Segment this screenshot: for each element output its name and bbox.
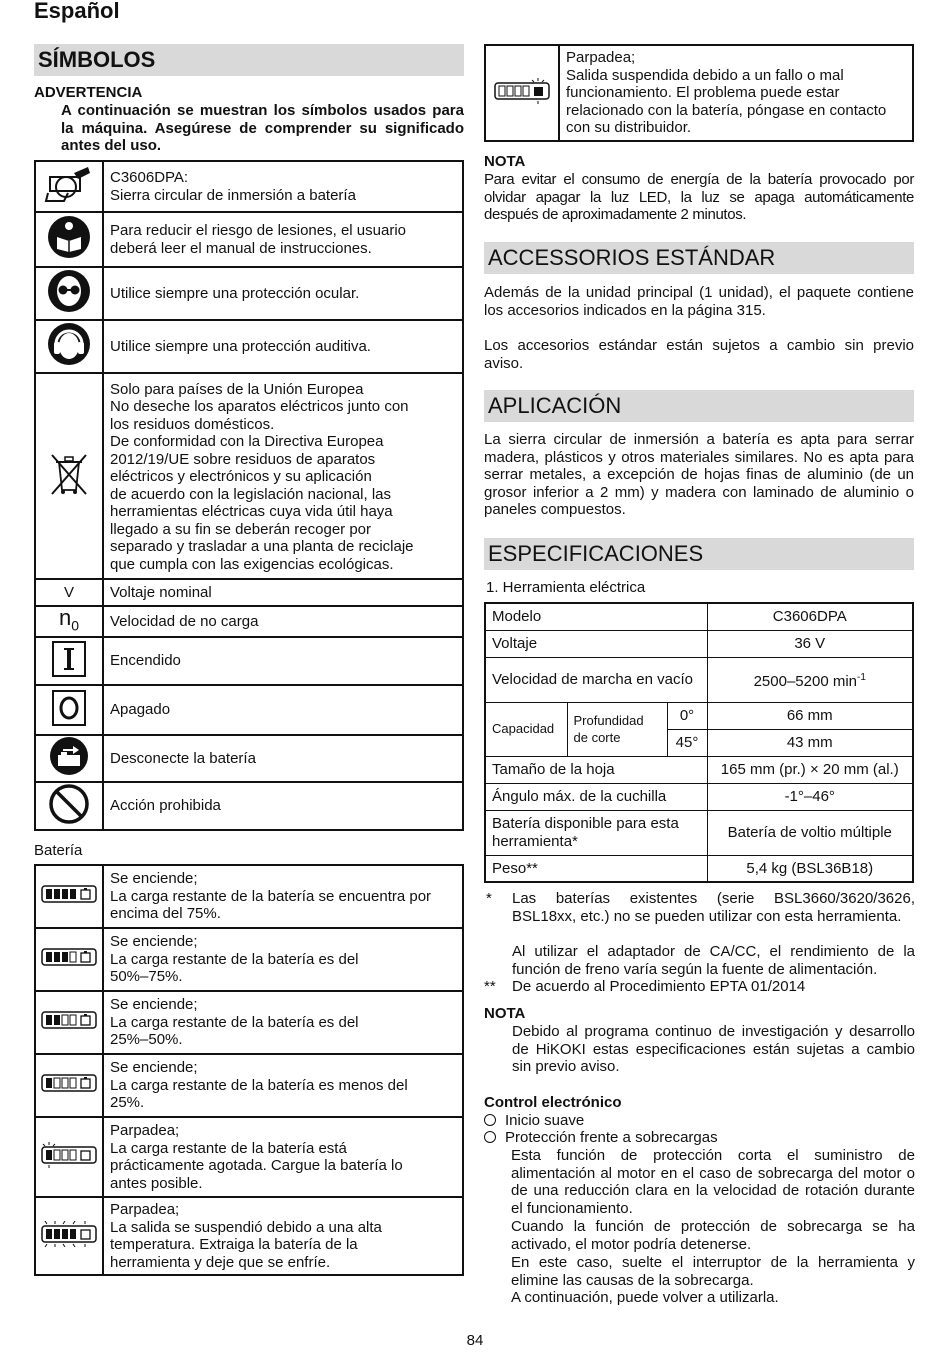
no-load-speed-symbol: $n_0$ (35, 606, 103, 637)
read-manual-icon (35, 212, 103, 267)
footnote-text: De acuerdo al Procedimiento EPTA 01/2014 (512, 978, 806, 995)
spec-label: Voltaje (485, 630, 707, 657)
control-text: Cuando la función de protección de sobrecarga se ha activado, el motor podría detenerse. (511, 1218, 915, 1253)
language-header: Español (34, 0, 120, 23)
control-item: Inicio suave (484, 1112, 584, 1130)
section-title-aplicacion: APLICACIÓN (484, 390, 914, 422)
footnote-text: Al utilizar el adaptador de CA/CC, el rendimiento de la función de freno varía según la fuente de alimentación. (512, 943, 915, 978)
control-item: Protección frente a sobrecargas (484, 1129, 718, 1147)
symbol-text: Utilice siempre una protección ocular. (110, 284, 360, 302)
battery-text: 50%–75%. (110, 968, 183, 986)
battery-text: Parpadea; (110, 1201, 180, 1218)
symbol-text: eléctricos y electrónicos y su aplicación (110, 468, 372, 486)
footnote-mark: ** (484, 978, 496, 995)
spec-label: Ángulo máx. de la cuchilla (485, 783, 707, 810)
battery-text: La carga restante de la batería es del (110, 950, 359, 968)
spec-label: Tamaño de la hoja (485, 756, 707, 783)
symbol-text: Utilice siempre una protección auditiva. (110, 337, 371, 355)
battery-text: La carga restante de la batería es menos del (110, 1076, 408, 1094)
battery-indicator-3-icon (35, 928, 103, 991)
battery-table (34, 864, 464, 1276)
symbol-text: llegado a su fin se deberán recoger por (110, 520, 372, 538)
section-title-especificaciones: ESPECIFICACIONES (484, 538, 914, 570)
switch-on-icon (35, 637, 103, 685)
circular-saw-icon (35, 161, 103, 212)
control-title: Control electrónico (484, 1094, 622, 1111)
battery-text: herramienta y deje que se enfríe. (110, 1253, 331, 1271)
battery-fault-box (484, 44, 914, 142)
fault-text: con su distribuidor. (566, 119, 692, 137)
symbol-text: Encendido (110, 652, 181, 670)
battery-indicator-1-icon (35, 1054, 103, 1117)
battery-label: Batería (34, 842, 83, 859)
battery-text: 25%–50%. (110, 1031, 183, 1049)
spec-value: 43 mm (707, 729, 913, 756)
battery-text: Se enciende; (110, 870, 198, 888)
symbol-text: No deseche los aparatos eléctricos junto con (110, 398, 409, 416)
spec-angle: 0° (667, 702, 707, 729)
accesorios-note: Los accesorios estándar están sujetos a cambio sin previo aviso. (484, 337, 914, 372)
symbol-text: Solo para países de la Unión Europea (110, 380, 364, 398)
battery-text: Parpadea; (110, 1122, 180, 1139)
switch-off-icon (35, 685, 103, 735)
symbol-text: 2012/19/UE sobre residuos de aparatos (110, 450, 376, 468)
battery-indicator-all-blink-icon (35, 1197, 103, 1275)
battery-text: temperatura. Extraiga la batería de la (110, 1236, 358, 1253)
battery-text: Se enciende; (110, 933, 198, 951)
battery-text: 25%. (110, 1094, 145, 1112)
battery-text: La carga restante de la batería se encuentra por (110, 887, 432, 905)
spec-table (484, 602, 914, 883)
symbols-table (34, 160, 464, 831)
spec-subtitle: 1. Herramienta eléctrica (486, 579, 646, 596)
disconnect-battery-icon (35, 735, 103, 782)
battery-text: antes posible. (110, 1174, 203, 1192)
battery-indicator-blink-icon (35, 1117, 103, 1197)
spec-angle: 45° (667, 729, 707, 756)
eye-protection-icon (35, 267, 103, 320)
symbol-text: deberá leer el manual de instrucciones. (110, 239, 372, 257)
symbol-text: de acuerdo con la legislación nacional, las (110, 485, 392, 503)
spec-label: Modelo (485, 603, 707, 630)
battery-text: encima del 75%. (110, 905, 221, 923)
symbol-text: Apagado (110, 701, 171, 719)
spec-label: Velocidad de marcha en vacío (485, 657, 707, 702)
symbol-text: Acción prohibida (110, 797, 221, 814)
warning-label: ADVERTENCIA (34, 84, 143, 101)
circle-bullet-icon (484, 1114, 496, 1126)
battery-text: Se enciende; (110, 1059, 198, 1077)
control-text: A continuación, puede volver a utilizarla. (511, 1289, 779, 1306)
symbol-text: Velocidad de no carga (110, 612, 259, 630)
footnote-text: Las baterías existentes (serie BSL3660/3620/3626, BSL18xx, etc.) no se pueden utilizar con esta herramienta. (512, 890, 915, 925)
nota-text: Debido al programa continuo de investigación y desarrollo de HiKOKI estas especificaciones están sujetas a cambio sin previo aviso. (512, 1023, 915, 1075)
section-title-simbolos: SÍMBOLOS (34, 44, 464, 76)
spec-value: 36 V (707, 630, 913, 657)
symbol-text: separado y trasladar a una planta de reciclaje (110, 538, 414, 556)
symbol-text: los residuos domésticos. (110, 415, 275, 433)
symbol-text: C3606DPA: (110, 169, 189, 186)
battery-indicator-2-icon (35, 991, 103, 1054)
battery-text: La carga restante de la batería es del (110, 1013, 359, 1031)
spec-label: Peso** (485, 855, 707, 882)
ear-protection-icon (35, 320, 103, 373)
fault-text: relacionado con la batería, póngase en contacto (566, 101, 887, 119)
footnote-mark: * (486, 890, 492, 907)
symbol-text: De conformidad con la Directiva Europea (110, 433, 384, 451)
battery-text: La salida se suspendió debido a una alta (110, 1218, 382, 1236)
symbol-text: Desconecte la batería (110, 749, 256, 767)
battery-indicator-fault-icon (485, 45, 559, 141)
battery-indicator-4-icon (35, 865, 103, 928)
fault-text: funcionamiento. El problema puede estar (566, 84, 840, 102)
spec-value: Batería de voltio múltiple (707, 810, 913, 855)
symbol-text: Voltaje nominal (110, 583, 212, 601)
section-title-accesorios: ACCESSORIOS ESTÁNDAR (484, 242, 914, 274)
voltage-symbol: V (35, 579, 103, 606)
battery-text: prácticamente agotada. Cargue la batería lo (110, 1157, 403, 1174)
symbol-text: que cumpla con las exigencias ecológicas. (110, 555, 394, 573)
spec-label: Batería disponible para esta herramienta* (485, 810, 707, 855)
crossed-bin-icon (35, 373, 103, 579)
spec-value: 66 mm (707, 702, 913, 729)
aplicacion-text: La sierra circular de inmersión a batería es apta para serrar madera, plásticos y otros materiales similares. No es apta para serrar metales, a excepción de hojas finas de aluminio (de un grosor inferior a 2 mm) y madera con laminado de aluminio o paneles compuestos. (484, 431, 914, 518)
spec-value: 165 mm (pr.) × 20 mm (al.) (707, 756, 913, 783)
control-text: Esta función de protección corta el suministro de alimentación al motor en el caso de sobrecarga del motor o de una reducción clara en la velocidad de rotación durante el funcionamiento. (511, 1147, 915, 1217)
page-number: 84 (466, 1332, 484, 1349)
prohibited-icon (35, 782, 103, 831)
spec-value: 2500–5200 $\min^{-1}$ (707, 657, 913, 702)
warning-text: A continuación se muestran los símbolos usados para la máquina. Asegúrese de comprender su significado antes del uso. (61, 102, 464, 154)
symbol-text: herramientas eléctricas cuya vida útil haya (110, 503, 393, 521)
battery-text: Se enciende; (110, 996, 198, 1014)
fault-text: Parpadea; (566, 49, 636, 67)
spec-label: Capacidad (485, 702, 567, 756)
circle-bullet-icon (484, 1131, 496, 1143)
nota-label: NOTA (484, 1005, 526, 1022)
spec-label: Profundidad de corte (567, 702, 667, 756)
symbol-text: Sierra circular de inmersión a batería (110, 186, 356, 204)
accesorios-text: Además de la unidad principal (1 unidad), el paquete contiene los accesorios indicados en la página 315. (484, 284, 914, 319)
battery-text: La carga restante de la batería está (110, 1139, 347, 1157)
fault-text: Salida suspendida debido a un fallo o mal (566, 66, 844, 84)
nota-text: Para evitar el consumo de energía de la batería provocado por olvidar apagar la luz LED, la luz se apaga automáticamente después de aproximadamente 2 minutos. (484, 171, 914, 223)
spec-value: 5,4 kg (BSL36B18) (707, 855, 913, 882)
spec-value: -1°–46° (707, 783, 913, 810)
symbol-text: Para reducir el riesgo de lesiones, el usuario (110, 222, 406, 239)
nota-label: NOTA (484, 153, 526, 170)
control-text: En este caso, suelte el interruptor de la herramienta y elimine las causas de la sobrecarga. (511, 1254, 915, 1289)
spec-value: C3606DPA (707, 603, 913, 630)
